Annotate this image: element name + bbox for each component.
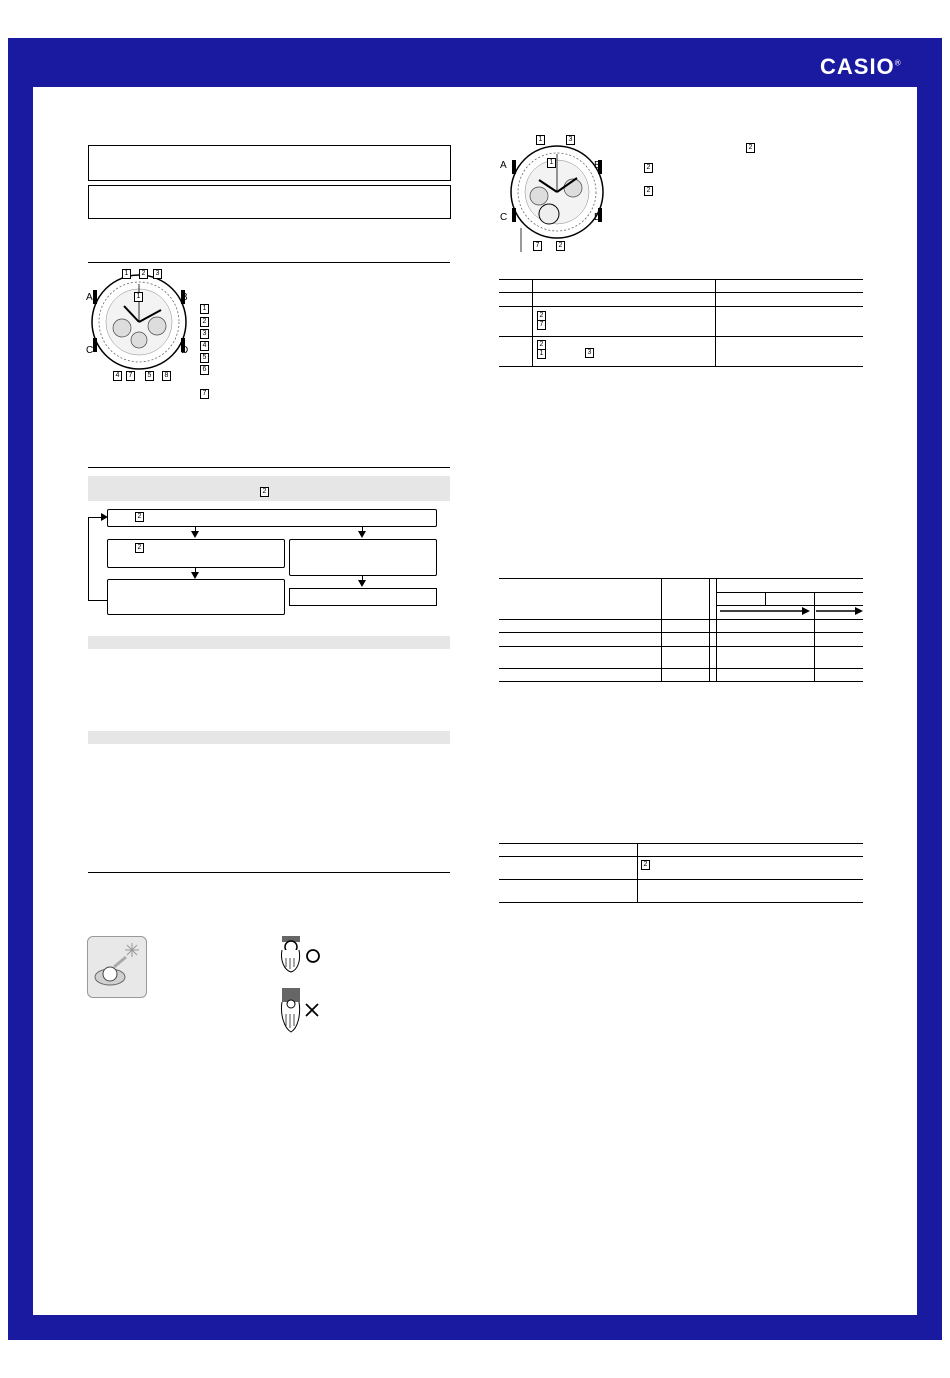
flow-step-left-2: [107, 579, 285, 615]
table3-column-rule: [637, 843, 638, 902]
table3-rule: [499, 879, 863, 880]
section-divider: [88, 262, 450, 263]
table1-cell-number: 7: [537, 320, 546, 330]
table3-bottom-rule: [499, 902, 863, 903]
legend-1: 1: [200, 304, 209, 314]
callout-8: 8: [162, 371, 171, 381]
table2-column-rule: [765, 592, 766, 605]
table1-cell-number: 2: [537, 340, 546, 350]
flow-arrow: [191, 572, 199, 579]
flow-step-right-2: [289, 588, 437, 606]
flow-loop-line: [88, 600, 107, 601]
button-a-label-right: A: [500, 160, 507, 171]
table2-rule: [499, 668, 863, 669]
table1-cell-number: 3: [585, 348, 594, 358]
callout-5: 5: [145, 371, 154, 381]
flow-header-bar: [88, 476, 450, 501]
legend-7: 7: [200, 389, 209, 399]
crown-marker-right: 1: [547, 158, 556, 168]
table1-top-rule: [499, 279, 863, 280]
section-divider: [88, 467, 450, 468]
side-note-number: 2: [746, 143, 755, 153]
table2-column-rule: [661, 578, 662, 681]
side-note-number: 2: [644, 163, 653, 173]
casio-logo: CASIO®: [820, 54, 902, 79]
legend-2: 2: [200, 317, 209, 327]
crown-marker: 1: [134, 292, 143, 302]
callout-4: 4: [113, 371, 122, 381]
flow-loop-line: [88, 517, 102, 518]
flow-arrow: [191, 531, 199, 538]
table3-top-rule: [499, 843, 863, 844]
table1-rule: [499, 292, 863, 293]
table1-column-rule: [715, 279, 716, 366]
flow-step-start: [107, 509, 437, 527]
callout-7: 7: [126, 371, 135, 381]
legend-4: 4: [200, 341, 209, 351]
subtitle-box: [88, 185, 451, 219]
callout-7-right: 7: [533, 241, 542, 251]
table2-rule: [499, 646, 863, 647]
table2-top-rule: [499, 578, 863, 579]
button-a-label: A: [86, 292, 93, 303]
callout-2-right: 2: [556, 241, 565, 251]
button-c-label-right: C: [500, 212, 508, 223]
title-box: [88, 145, 451, 181]
table1-bottom-rule: [499, 366, 863, 367]
callout-3: 3: [153, 269, 162, 279]
table2-rule: [499, 632, 863, 633]
callout-2: 2: [139, 269, 148, 279]
table1-rule: [499, 336, 863, 337]
legend-6: 6: [200, 365, 209, 375]
cross-icon: [304, 1002, 320, 1018]
button-b-label: B: [181, 292, 188, 303]
watch-face-diagram: [84, 268, 194, 380]
watch-face-diagram-right: [505, 140, 609, 252]
solar-light-icon: [87, 936, 147, 998]
flow-step-left: [107, 539, 285, 568]
table2-column-rule: [709, 578, 710, 681]
callout-3-right: 3: [566, 135, 575, 145]
button-d-label-right: D: [594, 212, 602, 223]
button-b-label-right: B: [594, 160, 601, 171]
table3-cell-number: 2: [641, 860, 650, 870]
flow-loop-line: [88, 517, 89, 600]
table2-column-rule: [716, 578, 717, 681]
flow-loop-arrow: [101, 513, 108, 521]
table1-column-rule: [532, 279, 533, 366]
circle-ok-icon: [305, 948, 321, 964]
table1-cell-number: 2: [537, 311, 546, 321]
range-arrows: [718, 606, 864, 616]
legend-3: 3: [200, 329, 209, 339]
table3-rule: [499, 856, 863, 857]
table2-rule: [716, 592, 863, 593]
flow-step-right: [289, 539, 437, 576]
flow-header-number: 2: [260, 487, 269, 497]
side-note-number: 2: [644, 186, 653, 196]
section-divider: [88, 872, 450, 873]
table1-cell-number: 1: [537, 349, 546, 359]
flow-left-number: 2: [135, 543, 144, 553]
flow-arrow: [358, 580, 366, 587]
button-d-label: D: [181, 345, 189, 356]
section-bar: [88, 636, 450, 649]
callout-1-right: 1: [536, 135, 545, 145]
table1-rule: [499, 306, 863, 307]
table2-bottom-rule: [499, 681, 863, 682]
button-c-label: C: [86, 345, 94, 356]
table2-rule: [499, 619, 863, 620]
wrist-wrong-illustration: [278, 988, 328, 1036]
flow-arrow: [358, 531, 366, 538]
callout-1: 1: [122, 269, 131, 279]
legend-5: 5: [200, 353, 209, 363]
section-bar: [88, 731, 450, 744]
flow-start-number: 2: [135, 512, 144, 522]
